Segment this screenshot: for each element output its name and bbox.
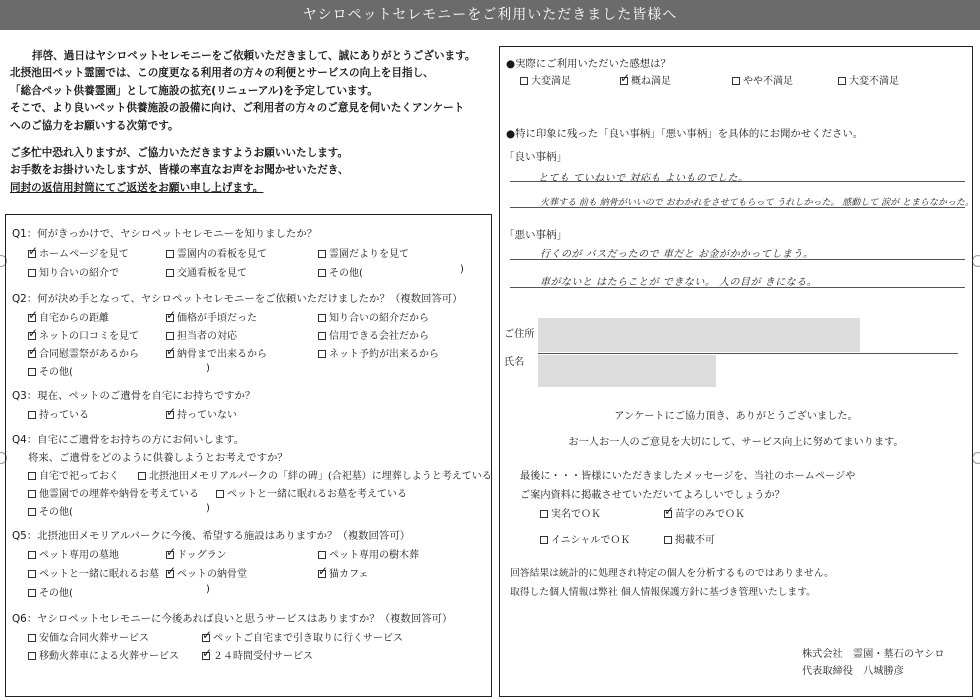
q1-other-close: ) [460,264,464,275]
checkbox-checked-icon[interactable] [166,570,174,578]
q5-option-dogrun[interactable]: ✓ ドッグラン [166,546,227,561]
checkbox-checked-icon[interactable] [664,510,672,518]
good-comment-line: とても ていねいで 対応も よいものでした。 [538,173,749,184]
checkbox-icon[interactable] [166,269,174,277]
intro-line: 拝啓、過日はヤシロペットセレモニーをご依頼いただきまして、誠にありがとうございます。 [32,50,476,62]
checkbox-icon[interactable] [28,368,36,376]
checkbox-icon[interactable] [318,551,326,559]
checkbox-icon[interactable] [28,551,36,559]
q5-option-pet-cemetery[interactable]: ペット専用の墓地 [28,546,119,561]
q4-option-other[interactable]: その他( [28,503,73,518]
intro-line: 「総合ペット供養霊園」として施設の拡充(リニューアル)を予定しています。 [10,84,378,97]
q1-option-newsletter[interactable]: 霊園だよりを見て [318,245,409,260]
checkbox-icon[interactable] [540,536,548,544]
checkbox-checked-icon[interactable] [166,411,174,419]
checkbox-icon[interactable] [166,250,174,258]
checkbox-checked-icon[interactable] [28,350,36,358]
checkbox-icon[interactable] [28,652,36,660]
q2-option-trust[interactable]: 信用できる会社だから [318,327,429,342]
q1-option-signboard[interactable]: 霊園内の看板を見て [166,245,267,260]
q2-question: Q2：何が決め手となって、ヤシロペットセレモニーをご依頼いただけましたか？（複数回答可） [12,293,463,305]
checkbox-checked-icon[interactable] [202,652,210,660]
q4-option-other-cemetery[interactable]: 他霊園での埋葬や納骨を考えている [28,485,199,500]
detail-question: ●特に印象に残った「良い事柄」「悪い事柄」を具体的にお聞かせください。 [506,128,864,140]
ceo-name: 代表取締役 八城勝彦 [802,666,904,677]
intro-line: へのご協力をお願いする次第です。 [10,119,179,132]
checkbox-icon[interactable] [664,536,672,544]
q6-option-pickup[interactable]: ✓ ペットご自宅まで引き取りに行くサービス [202,629,403,644]
good-points-label: 「良い事柄」 [504,151,567,163]
address-field-redacted [538,318,860,352]
q2-option-other[interactable]: その他( [28,363,73,378]
checkbox-icon[interactable] [138,472,146,480]
q6-option-cheap-cremation[interactable]: 安価な合同火葬サービス [28,629,149,644]
q3-option-have[interactable]: 持っている [28,406,89,421]
q2-option-memorial[interactable]: ✓合同慰霊祭があるから [28,345,139,360]
checkbox-icon[interactable] [838,77,846,85]
intro-paragraph-1 [10,48,480,135]
intro-paragraph-2 [10,145,480,197]
q2-option-online[interactable]: ネット予約が出来るから [318,345,439,360]
checkbox-checked-icon[interactable] [166,350,174,358]
address-label: ご住所 [504,329,535,340]
checkbox-icon[interactable] [520,77,528,85]
checkbox-icon[interactable] [540,510,548,518]
privacy-note-1: 回答結果は統計的に処理され特定の個人を分析するものではありません。 [510,568,834,579]
checkbox-checked-icon[interactable] [28,314,36,322]
checkbox-icon[interactable] [28,490,36,498]
checkbox-icon[interactable] [318,269,326,277]
publish-question-2: ご案内資料に掲載させていただいてよろしいでしょうか？ [520,490,785,501]
publish-real-name[interactable]: 実名でＯＫ [540,505,601,520]
q3-question: Q3：現在、ペットのご遺骨を自宅にお持ちですか？ [12,390,256,402]
checkbox-icon[interactable] [28,508,36,516]
q1-option-traffic-sign[interactable]: 交通看板を見て [166,264,247,279]
intro-line: 北摂池田ペット霊園では、この度更なる利用者の方々の利便とサービスの向上を目指し、 [10,67,434,80]
q2-option-referral[interactable]: 知り合いの紹介だから [318,309,429,324]
q5-option-shared-grave[interactable]: ペットと一緒に眠れるお墓 [28,565,159,580]
bad-points-label: 「悪い事柄」 [504,229,567,241]
q2-option-interment[interactable]: ✓ 納骨まで出来るから [166,345,267,360]
checkbox-icon[interactable] [732,77,740,85]
checkbox-icon[interactable] [28,269,36,277]
q1-question: Q1：何がきっかけで、ヤシロペットセレモニーを知りましたか？ [12,228,318,240]
checkbox-checked-icon[interactable] [202,634,210,642]
q2-option-distance[interactable]: ✓自宅からの距離 [28,309,109,324]
checkbox-icon[interactable] [28,634,36,642]
company-name: 株式会社 霊園・墓石のヤシロ [802,649,945,660]
feedback-box [499,46,973,697]
checkbox-checked-icon[interactable] [28,250,36,258]
checkbox-icon[interactable] [318,314,326,322]
q6-question: Q6：ヤシロペットセレモニーに今後あれば良いと思うサービスはありますか？（複数回答可） [12,613,453,625]
impression-mostly-satisfied[interactable]: ✓ 概ね満足 [620,72,671,87]
intro-line: そこで、より良いペット供養施設の設備に向け、ご利用者の方々のご意見を伺いたくアンケート [10,102,465,115]
q5-option-other[interactable]: その他( [28,584,73,599]
impression-very-satisfied[interactable]: 大変満足 [520,72,571,87]
q5-question: Q5：北摂池田メモリアルパークに今後、希望する施設はありますか？（複数回答可） [12,530,411,542]
impression-somewhat-dissatisfied[interactable]: やや不満足 [732,72,793,87]
q1-option-referral[interactable]: 知り合いの紹介で [28,264,119,279]
q5-option-cat-cafe[interactable]: ✓ 猫カフェ [318,565,369,580]
impression-very-dissatisfied[interactable]: 大変不満足 [838,72,899,87]
q1-option-homepage[interactable]: ✓ホームページを見て [28,245,129,260]
binder-hole [972,255,980,267]
q5-option-tree-burial[interactable]: ペット専用の樹木葬 [318,546,419,561]
checkbox-icon[interactable] [318,350,326,358]
publish-not-allowed[interactable]: 掲載不可 [664,531,715,546]
q2-other-close: ) [206,363,210,374]
checkbox-icon[interactable] [28,570,36,578]
publish-surname-only[interactable]: ✓ 苗字のみでＯＫ [664,505,745,520]
intro-line: お手数をお掛けいたしますが、皆様の率直なお声をお聞かせいただき、 [10,164,349,177]
checkbox-icon[interactable] [166,332,174,340]
impression-question: ●実際にご利用いただいた感想は？ [506,58,671,70]
publish-question-1: 最後に・・・皆様にいただきましたメッセージを、当社のホームページや [520,471,856,482]
checkbox-checked-icon[interactable] [28,332,36,340]
q4-option-kizuna[interactable]: 北摂池田メモリアルパークの「絆の碑」(合祀墓）に埋葬しようと考えている [138,467,492,482]
q4-option-home[interactable]: 自宅で祀っておく [28,467,119,482]
privacy-note-2: 取得した個人情報は弊社 個人情報保護方針に基づき管理いたします。 [510,587,817,598]
checkbox-icon[interactable] [28,589,36,597]
intro-line: ご多忙中恐れ入りますが、ご協力いただきますようお願いいたします。 [10,147,349,160]
checkbox-checked-icon[interactable] [318,570,326,578]
questionnaire-box [5,214,492,697]
checkbox-checked-icon[interactable] [166,314,174,322]
header-title: ヤシロペットセレモニーをご利用いただきました皆様へ [0,0,980,30]
name-label: 氏名 [504,357,525,368]
checkbox-icon[interactable] [28,472,36,480]
checkbox-icon[interactable] [318,332,326,340]
intro-text [10,48,480,207]
bad-comment-line: 車がないと はたらことが できない。 人の目が きになる。 [540,277,818,288]
publish-initials[interactable]: イニシャルでＯＫ [540,531,630,546]
q2-option-reviews[interactable]: ✓ネットの口コミを見て [28,327,139,342]
q6-option-mobile-cremation[interactable]: 移動火葬車による火葬サービス [28,647,179,662]
checkbox-checked-icon[interactable] [620,77,628,85]
q2-option-price[interactable]: ✓ 価格が手頃だった [166,309,257,324]
thanks-line-1: アンケートにご協力頂き、ありがとうございました。 [614,411,858,422]
bad-comment-line: 行くのが バスだったので 車だと お金がかかってしまう。 [540,249,814,260]
checkbox-icon[interactable] [216,490,224,498]
q5-option-ossuary[interactable]: ✓ ペットの納骨堂 [166,565,247,580]
q3-option-not-have[interactable]: ✓ 持っていない [166,406,237,421]
q4-question: Q4：自宅にご遺骨をお持ちの方にお伺いします。 [12,434,245,446]
checkbox-icon[interactable] [28,411,36,419]
q4-option-shared-grave[interactable]: ペットと一緒に眠れるお墓を考えている [216,485,407,500]
q5-other-close: ) [206,584,210,595]
good-comment-line: 火葬する 前も 納骨がいいので おわかれをさせてもらって うれしかった。 感動して 涙が とまらなかった。 [540,198,975,208]
checkbox-icon[interactable] [318,250,326,258]
checkbox-checked-icon[interactable] [166,551,174,559]
name-field-redacted [538,355,716,387]
q6-option-24h[interactable]: ✓ ２４時間受付サービス [202,647,313,662]
q4-other-close: ) [206,503,210,514]
intro-line-underlined: 同封の返信用封筒にてご返送をお願い申し上げます。 [10,181,264,194]
q4-subquestion: 将来、ご遺骨をどのように供養しようとお考えですか？ [28,452,288,464]
q2-option-staff[interactable]: 担当者の対応 [166,327,237,342]
address-line [538,353,958,354]
q1-option-other[interactable]: その他( [318,264,363,279]
binder-hole [972,452,980,464]
thanks-line-2: お一人お一人のご意見を大切にして、サービス向上に努めてまいります。 [568,437,904,448]
